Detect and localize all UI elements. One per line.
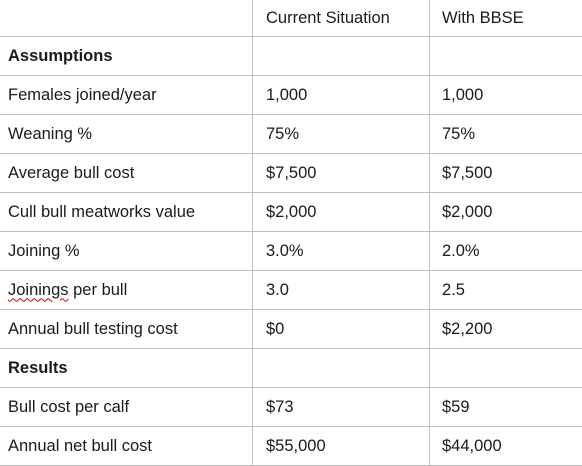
bbse-value: $2,000 bbox=[430, 193, 582, 232]
table-cell bbox=[253, 37, 430, 76]
bbse-value: $2,200 bbox=[430, 310, 582, 349]
row-label: Joining % bbox=[0, 232, 253, 271]
table-row bbox=[0, 115, 582, 154]
row-label-rest: per bull bbox=[69, 281, 128, 299]
section-row-results bbox=[0, 349, 582, 388]
section-heading: Assumptions bbox=[0, 37, 253, 76]
row-label: Average bull cost bbox=[0, 154, 253, 193]
row-label: Weaning % bbox=[0, 115, 253, 154]
table-header-row bbox=[0, 0, 582, 37]
bbse-value: $44,000 bbox=[430, 427, 582, 466]
bbse-value: 1,000 bbox=[430, 76, 582, 115]
table-row bbox=[0, 271, 582, 310]
table-row bbox=[0, 76, 582, 115]
current-value: $73 bbox=[253, 388, 430, 427]
bbse-value: 2.5 bbox=[430, 271, 582, 310]
current-value: $0 bbox=[253, 310, 430, 349]
table-row bbox=[0, 232, 582, 271]
spellcheck-flagged-word: Joinings bbox=[8, 281, 69, 299]
current-value: 1,000 bbox=[253, 76, 430, 115]
table-cell bbox=[253, 349, 430, 388]
header-cell-blank bbox=[0, 0, 253, 37]
row-label: Females joined/year bbox=[0, 76, 253, 115]
row-label bbox=[0, 271, 253, 310]
header-current-situation: Current Situation bbox=[253, 0, 430, 37]
row-label: Cull bull meatworks value bbox=[0, 193, 253, 232]
row-label: Annual net bull cost bbox=[0, 427, 253, 466]
bbse-value: 75% bbox=[430, 115, 582, 154]
section-row-assumptions bbox=[0, 37, 582, 76]
bbse-value: $59 bbox=[430, 388, 582, 427]
bbse-value: $7,500 bbox=[430, 154, 582, 193]
current-value: 3.0 bbox=[253, 271, 430, 310]
section-heading: Results bbox=[0, 349, 253, 388]
current-value: 75% bbox=[253, 115, 430, 154]
table-cell bbox=[430, 37, 582, 76]
table-row bbox=[0, 427, 582, 466]
table-row bbox=[0, 388, 582, 427]
row-label: Bull cost per calf bbox=[0, 388, 253, 427]
table-cell bbox=[430, 349, 582, 388]
current-value: $2,000 bbox=[253, 193, 430, 232]
current-value: $7,500 bbox=[253, 154, 430, 193]
table-row bbox=[0, 154, 582, 193]
table-row bbox=[0, 310, 582, 349]
header-with-bbse: With BBSE bbox=[430, 0, 582, 37]
current-value: 3.0% bbox=[253, 232, 430, 271]
bbse-value: 2.0% bbox=[430, 232, 582, 271]
table-row bbox=[0, 193, 582, 232]
current-value: $55,000 bbox=[253, 427, 430, 466]
row-label: Annual bull testing cost bbox=[0, 310, 253, 349]
